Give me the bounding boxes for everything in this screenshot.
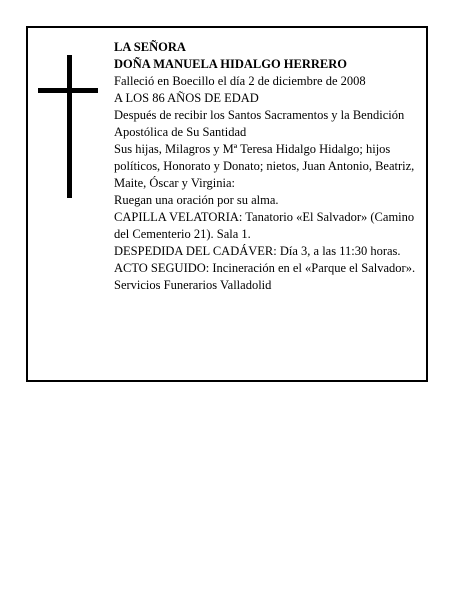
followup-info: ACTO SEGUIDO: Incineración en el «Parque el Salvador».	[114, 261, 416, 275]
prayer-request: Ruegan una oración por su alma.	[114, 193, 279, 207]
cross-horizontal-bar	[38, 88, 98, 93]
death-statement: Falleció en Boecillo el día 2 de diciembre de 2008	[114, 74, 366, 88]
obituary-notice	[26, 26, 428, 382]
farewell-info: DESPEDIDA DEL CADÁVER: Día 3, a las 11:30 horas.	[114, 244, 401, 258]
family-statement: Sus hijas, Milagros y Mª Teresa Hidalgo Hidalgo; hijos políticos, Honorato y Donato; nietos, Juan Antonio, Beatriz, Maite, Óscar y Virginia:	[114, 142, 415, 190]
cross-vertical-bar	[67, 55, 72, 198]
notice-heading: LA SEÑORA	[114, 40, 186, 54]
latin-cross-icon	[38, 55, 98, 198]
chapel-info: CAPILLA VELATORIA: Tanatorio «El Salvador» (Camino del Cementerio 21). Sala 1.	[114, 210, 415, 241]
sacraments-statement: Después de recibir los Santos Sacramentos y la Bendición Apostólica de Su Santidad	[114, 108, 405, 139]
age-statement: A LOS 86 AÑOS DE EDAD	[114, 91, 259, 105]
funeral-home: Servicios Funerarios Valladolid	[114, 278, 272, 292]
deceased-name: DOÑA MANUELA HIDALGO HERRERO	[114, 57, 348, 71]
notice-text	[114, 39, 424, 294]
